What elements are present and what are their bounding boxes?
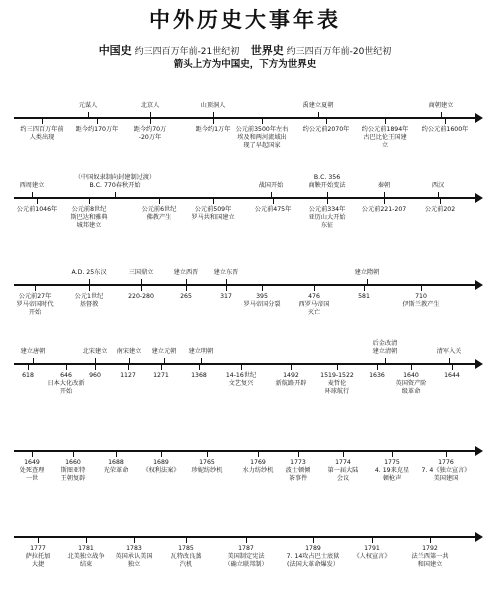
- event-text-line: 《权利法案》: [142, 467, 180, 474]
- event-text-line: (法国大革命爆发）: [287, 561, 339, 568]
- timeline-tick: [291, 364, 292, 370]
- event-text-line: 395: [256, 293, 268, 300]
- timeline-tick: [452, 364, 453, 370]
- event-text-line: 1644: [444, 372, 460, 379]
- china-event-label: [432, 182, 444, 190]
- timeline-tick: [273, 198, 274, 204]
- event-text-line: 公元前27年: [18, 293, 52, 300]
- timeline-tick: [438, 192, 439, 198]
- timeline-tick: [441, 112, 442, 118]
- event-text-line: 1781: [78, 545, 94, 552]
- event-text-line: 公元前202: [424, 206, 456, 213]
- event-text-line: 埃及和两河流域出: [237, 134, 287, 141]
- event-text-line: （确立联邦制）: [224, 561, 268, 568]
- timeline-tick: [343, 451, 344, 457]
- timeline-tick: [28, 364, 29, 370]
- world-event-label: [120, 372, 136, 380]
- timeline-tick: [445, 118, 446, 124]
- timeline-tick: [377, 364, 378, 370]
- timeline-tick: [326, 118, 327, 124]
- world-event-label: [375, 459, 409, 483]
- timeline-tick: [262, 285, 263, 291]
- china-event-label: [141, 102, 160, 110]
- world-event-label: [287, 545, 340, 569]
- event-text-line: 级革命: [401, 388, 421, 395]
- world-event-label: [26, 545, 51, 569]
- event-text-line: 建立东晋: [213, 269, 239, 276]
- timeline-tick: [226, 285, 227, 291]
- event-text-line: 现了早起国家: [243, 142, 281, 149]
- china-event-label: [308, 174, 345, 190]
- timeline-tick: [246, 537, 247, 543]
- event-text-line: 1775: [384, 459, 400, 466]
- event-text-line: 和国建立: [417, 561, 443, 568]
- world-event-label: [411, 545, 448, 569]
- timeline-tick: [318, 112, 319, 118]
- event-text-line: 距今约1万年: [195, 126, 231, 133]
- event-text-line: 7. 14攻占巴士底狱: [286, 553, 340, 560]
- event-text-line: 1777: [30, 545, 46, 552]
- event-text-line: 佛教产生: [146, 214, 172, 221]
- event-text-line: 14-16世纪: [225, 372, 257, 379]
- event-text-line: 环球航行: [324, 388, 350, 395]
- event-text-line: 珍妮纺纱机: [191, 467, 223, 474]
- timeline-tick: [42, 118, 43, 124]
- world-event-label: [20, 126, 63, 142]
- event-text-line: 会议: [336, 475, 350, 482]
- timeline-tick: [159, 198, 160, 204]
- world-event-label: [75, 293, 104, 309]
- timeline-tick: [385, 118, 386, 124]
- event-text-line: 麦哲伦: [327, 380, 347, 387]
- china-event-label: [429, 102, 454, 110]
- event-text-line: B.C. 356: [313, 174, 341, 181]
- event-text-line: 茶事件: [288, 475, 308, 482]
- world-event-label: [328, 459, 359, 483]
- event-text-line: 独立: [127, 561, 141, 568]
- china-event-label: [75, 174, 155, 190]
- event-text-line: 公元前6世纪: [141, 206, 177, 213]
- world-event-label: [220, 293, 232, 301]
- world-event-label: [255, 206, 292, 214]
- china-event-label: [303, 102, 334, 110]
- world-event-label: [67, 545, 104, 569]
- timeline-tick: [271, 192, 272, 198]
- event-text-line: A.D. 25东汉: [71, 269, 107, 276]
- event-text-line: 1688: [108, 459, 124, 466]
- timeline-axis-4: [14, 363, 476, 365]
- event-text-line: 1660: [65, 459, 81, 466]
- event-text-line: 汽机: [179, 561, 193, 568]
- event-text-line: 古巴比伦王国建: [363, 134, 407, 141]
- timeline-tick: [38, 537, 39, 543]
- china-event-label: [129, 269, 154, 277]
- event-text-line: 公元前475年: [254, 206, 292, 213]
- event-text-line: 大捷: [31, 561, 45, 568]
- china-event-label: [174, 269, 199, 277]
- world-event-label: [226, 372, 256, 388]
- event-text-line: 斯巴达和雅典: [70, 214, 108, 221]
- event-text-line: 1689: [153, 459, 169, 466]
- timeline-tick: [421, 285, 422, 291]
- world-event-label: [104, 459, 129, 475]
- event-text-line: 山顶洞人: [200, 102, 226, 109]
- event-text-line: 1787: [238, 545, 254, 552]
- timeline-tick: [241, 364, 242, 370]
- event-text-line: 英国承认美国: [115, 553, 153, 560]
- china-event-label: [373, 340, 398, 356]
- event-text-line: 建立清朝: [372, 348, 398, 355]
- china-event-label: [214, 269, 239, 277]
- china-event-label: [21, 348, 46, 356]
- timeline-tick: [337, 364, 338, 370]
- event-text-line: 罗马帝国时代: [16, 301, 54, 308]
- event-text-line: 罗马共和国建立: [191, 214, 235, 221]
- world-event-label: [191, 206, 234, 222]
- event-text-line: 开始: [28, 309, 42, 316]
- cn-history-range: 约三四百万年前-21世纪初: [134, 47, 240, 57]
- world-event-label: [425, 206, 455, 214]
- timeline-tick: [372, 537, 373, 543]
- event-text-line: 1765: [199, 459, 215, 466]
- event-text-line: 317: [220, 293, 232, 300]
- timeline-tick: [73, 451, 74, 457]
- event-text-line: 三国鼎立: [128, 269, 154, 276]
- event-text-line: 618: [22, 372, 34, 379]
- event-text-line: 1785: [178, 545, 194, 552]
- world-event-label: [61, 459, 86, 483]
- event-text-line: 斯图亚特: [60, 467, 86, 474]
- event-text-line: 瓦特改良蒸: [170, 553, 202, 560]
- event-text-line: 265: [180, 293, 192, 300]
- china-event-label: [355, 269, 380, 277]
- event-text-line: -20万年: [138, 134, 162, 141]
- event-text-line: 新航路开辟: [275, 380, 307, 387]
- world-event-label: [236, 126, 289, 150]
- event-text-line: 元谋人: [78, 102, 98, 109]
- event-text-line: 水力纺纱机: [242, 467, 274, 474]
- event-text-line: 建立隋朝: [354, 269, 380, 276]
- event-text-line: 建立唐朝: [20, 348, 46, 355]
- event-text-line: 约公元前1894年: [361, 126, 409, 133]
- event-text-line: 646: [60, 372, 72, 379]
- event-text-line: 美国制定宪法: [227, 553, 265, 560]
- timeline-tick: [161, 451, 162, 457]
- event-text-line: 禹建立夏朝: [302, 102, 334, 109]
- event-text-line: 西周建立: [19, 182, 45, 189]
- timeline-tick: [141, 285, 142, 291]
- timeline-tick: [186, 285, 187, 291]
- event-text-line: 西罗马帝国: [298, 301, 330, 308]
- timeline-tick: [66, 364, 67, 370]
- event-text-line: 英国资产阶: [395, 380, 427, 387]
- world-event-label: [17, 206, 58, 214]
- world-event-label: [369, 372, 385, 380]
- world-event-label: [286, 459, 311, 483]
- event-text-line: 公元前8世纪: [71, 206, 107, 213]
- event-text-line: 清军入关: [436, 348, 462, 355]
- event-text-line: B.C. 770春秋开始: [89, 182, 141, 189]
- timeline-tick: [314, 285, 315, 291]
- timeline-tick: [128, 364, 129, 370]
- world-event-label: [299, 293, 330, 317]
- world-event-label: [308, 206, 345, 230]
- timeline-tick: [446, 451, 447, 457]
- event-text-line: 约公元前1600年: [421, 126, 469, 133]
- timeline-tick: [95, 364, 96, 370]
- world-event-label: [70, 206, 107, 230]
- event-text-line: 波士顿倾: [285, 467, 311, 474]
- timeline-tick: [367, 279, 368, 285]
- event-text-line: 北京人: [140, 102, 160, 109]
- event-text-line: 北美独立战争: [67, 553, 105, 560]
- timeline-tick: [89, 198, 90, 204]
- event-text-line: 1769: [250, 459, 266, 466]
- world-event-label: [353, 545, 390, 561]
- event-text-line: 1773: [290, 459, 306, 466]
- event-text-line: 商鞅开始变法: [308, 182, 346, 189]
- event-text-line: 战国开始: [258, 182, 284, 189]
- timeline-axis-3: [14, 284, 476, 286]
- event-text-line: 1792: [422, 545, 438, 552]
- event-text-line: 立: [381, 142, 389, 149]
- event-text-line: 建立明朝: [188, 348, 214, 355]
- event-text-line: 伊斯兰教产生: [402, 301, 440, 308]
- timeline-tick: [134, 537, 135, 543]
- event-text-line: 南宋建立: [116, 348, 142, 355]
- timeline-tick: [88, 112, 89, 118]
- event-text-line: 第一届大陆: [327, 467, 359, 474]
- timeline-axis-1: [14, 117, 476, 119]
- timeline-tick: [384, 198, 385, 204]
- world-event-label: [196, 126, 231, 134]
- event-text-line: 220-280: [128, 293, 154, 300]
- world-event-label: [115, 545, 152, 569]
- event-text-line: 公元1世纪: [74, 293, 104, 300]
- event-text-line: 建立西晋: [173, 269, 199, 276]
- event-text-line: 北宋建立: [82, 348, 108, 355]
- timeline-tick: [33, 358, 34, 364]
- event-text-line: 后金改清: [372, 340, 398, 347]
- timeline-tick: [32, 451, 33, 457]
- event-text-line: 亚历山大开始: [308, 214, 346, 221]
- event-text-line: 距今约170万年: [75, 126, 119, 133]
- event-text-line: 约三四百万年前: [20, 126, 64, 133]
- event-text-line: 1519-1522: [320, 372, 354, 379]
- timeline-tick: [430, 537, 431, 543]
- timeline-tick: [201, 358, 202, 364]
- china-event-label: [152, 348, 177, 356]
- timeline-axis-2: [14, 197, 476, 199]
- timeline-axis-5: [14, 450, 476, 452]
- world-event-label: [320, 372, 354, 396]
- event-text-line: 日本大化改新: [47, 380, 85, 387]
- world-event-label: [362, 206, 406, 214]
- timeline-tick: [364, 285, 365, 291]
- event-text-line: 1774: [335, 459, 351, 466]
- event-text-line: 1649: [24, 459, 40, 466]
- world-event-label: [243, 459, 274, 475]
- world-event-label: [153, 372, 169, 380]
- world-event-label: [191, 372, 207, 380]
- timeline-tick: [89, 285, 90, 291]
- event-text-line: 开始: [59, 388, 73, 395]
- event-text-line: 公元前221-207: [361, 206, 407, 213]
- event-text-line: 文艺复兴: [228, 380, 254, 387]
- event-text-line: 1789: [305, 545, 321, 552]
- event-text-line: 1776: [438, 459, 454, 466]
- event-text-line: 1271: [153, 372, 169, 379]
- world-event-label: [171, 545, 202, 569]
- event-text-line: 光荣革命: [103, 467, 129, 474]
- event-text-line: 距今约70万: [133, 126, 167, 133]
- event-text-line: 人类出现: [29, 134, 55, 141]
- event-text-line: 710: [415, 293, 427, 300]
- timeline-tick: [86, 537, 87, 543]
- event-text-line: 公元前334年: [308, 206, 346, 213]
- event-text-line: 灭亡: [307, 309, 321, 316]
- event-text-line: 美国建国: [433, 475, 459, 482]
- event-text-line: 1368: [191, 372, 207, 379]
- china-event-label: [259, 182, 284, 190]
- china-event-label: [437, 348, 462, 356]
- event-text-line: 1640: [403, 372, 419, 379]
- event-text-line: 1636: [369, 372, 385, 379]
- world-event-label: [76, 126, 119, 134]
- event-text-line: 萨拉托加: [25, 553, 51, 560]
- event-text-line: 7. 4《独立宣言》: [421, 467, 471, 474]
- event-text-line: 基督教: [79, 301, 99, 308]
- china-event-label: [201, 102, 226, 110]
- timeline-tick: [385, 358, 386, 364]
- event-text-line: 结束: [79, 561, 93, 568]
- timeline-tick: [258, 451, 259, 457]
- china-event-label: [378, 182, 390, 190]
- event-text-line: 1127: [120, 372, 136, 379]
- event-text-line: 城邦建立: [76, 222, 102, 229]
- timeline-tick: [298, 451, 299, 457]
- timeline-tick: [161, 364, 162, 370]
- world-event-label: [134, 126, 167, 142]
- world-event-label: [402, 293, 439, 309]
- arrow-note: 箭头上方为中国史，下方为世界史: [173, 59, 317, 70]
- world-event-label: [180, 293, 192, 301]
- world-event-label: [47, 372, 84, 396]
- event-text-line: 东征: [320, 222, 334, 229]
- world-event-label: [142, 206, 177, 222]
- timeline-tick: [164, 358, 165, 364]
- world-event-label: [444, 372, 460, 380]
- timeline-tick: [37, 198, 38, 204]
- event-text-line: 公元前509年: [194, 206, 232, 213]
- event-text-line: 法兰西第一共: [411, 553, 449, 560]
- event-text-line: 约公元前2070年: [302, 126, 350, 133]
- event-text-line: 罗马帝国分裂: [243, 301, 281, 308]
- world-event-label: [20, 459, 45, 483]
- timeline-tick: [150, 118, 151, 124]
- timeline-tick: [449, 358, 450, 364]
- event-text-line: 建立元朝: [151, 348, 177, 355]
- china-event-label: [117, 348, 142, 356]
- event-text-line: 顿枪声: [382, 475, 402, 482]
- timeline-tick: [32, 192, 33, 198]
- world-event-label: [358, 293, 370, 301]
- world-event-label: [192, 459, 223, 475]
- timeline-axis-6: [14, 536, 476, 538]
- timeline-tick: [199, 364, 200, 370]
- world-history-range: 约三四百万年前-20世纪初: [286, 47, 392, 57]
- china-event-label: [79, 102, 98, 110]
- event-text-line: 公元前1046年: [16, 206, 58, 213]
- world-event-label: [396, 372, 427, 396]
- world-event-label: [362, 126, 409, 150]
- timeline-tick: [327, 198, 328, 204]
- event-text-line: 476: [308, 293, 320, 300]
- timeline-tick: [440, 198, 441, 204]
- event-text-line: 处死查理: [19, 467, 45, 474]
- event-text-line: 公元前3500年左右: [235, 126, 289, 133]
- world-event-label: [422, 459, 471, 483]
- event-text-line: 1791: [364, 545, 380, 552]
- event-text-line: 王朝复辟: [60, 475, 86, 482]
- event-text-line: 4. 19来克星: [374, 467, 410, 474]
- timeline-tick: [129, 358, 130, 364]
- event-text-line: 581: [358, 293, 370, 300]
- china-event-label: [20, 182, 45, 190]
- world-event-label: [224, 545, 267, 569]
- event-text-line: 《人权宣言》: [353, 553, 391, 560]
- timeline-tick: [186, 537, 187, 543]
- world-event-label: [303, 126, 350, 134]
- china-event-label: [189, 348, 214, 356]
- timeline-tick: [313, 537, 314, 543]
- timeline-tick: [262, 118, 263, 124]
- world-event-label: [243, 293, 280, 309]
- world-event-label: [422, 126, 469, 134]
- timeline-tick: [392, 451, 393, 457]
- timeline-tick: [411, 364, 412, 370]
- timeline-tick: [116, 451, 117, 457]
- timeline-tick: [213, 198, 214, 204]
- world-event-label: [22, 372, 34, 380]
- timeline-tick: [35, 285, 36, 291]
- event-text-line: 西汉: [431, 182, 445, 189]
- event-text-line: 商朝建立: [428, 102, 454, 109]
- timeline-tick: [97, 118, 98, 124]
- world-event-label: [16, 293, 53, 317]
- page-title: 中外历史大事年表: [149, 8, 341, 32]
- event-text-line: （中国奴隶制向封建制过渡）: [74, 174, 156, 181]
- world-event-label: [142, 459, 179, 475]
- event-text-line: 1783: [126, 545, 142, 552]
- event-text-line: 一世: [25, 475, 39, 482]
- china-event-label: [83, 348, 108, 356]
- world-event-label: [128, 293, 154, 301]
- event-text-line: 960: [89, 372, 101, 379]
- timeline-tick: [207, 451, 208, 457]
- world-history-label: 世界史: [250, 44, 284, 57]
- cn-history-label: 中国史: [98, 44, 132, 57]
- china-event-label: [71, 269, 106, 277]
- event-text-line: 秦朝: [377, 182, 391, 189]
- event-text-line: 1492: [283, 372, 299, 379]
- world-event-label: [89, 372, 101, 380]
- world-event-label: [276, 372, 307, 388]
- timeline-tick: [213, 118, 214, 124]
- timeline-tick: [115, 192, 116, 198]
